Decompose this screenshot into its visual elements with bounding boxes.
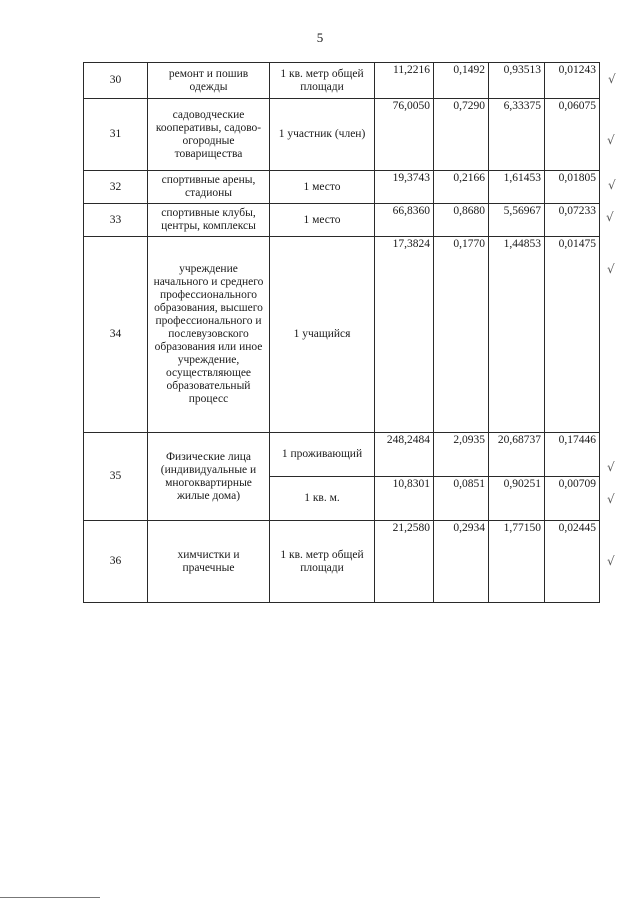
table-row	[84, 237, 600, 433]
value-cell: 6,33375	[489, 99, 545, 171]
value-cell: 0,00709	[545, 477, 600, 521]
value-cell: 1,61453	[489, 171, 545, 204]
value-cell: 0,2934	[434, 521, 489, 603]
value-cell: 0,07233	[545, 204, 600, 237]
category-name: спортивные клубы, центры, комплексы	[148, 204, 270, 237]
value-cell: 11,2216	[375, 63, 434, 99]
value-cell: 0,1492	[434, 63, 489, 99]
value-cell: 19,3743	[375, 171, 434, 204]
check-mark-icon: √	[608, 178, 616, 192]
value-cell: 76,0050	[375, 99, 434, 171]
value-cell: 1,44853	[489, 237, 545, 433]
value-cell: 0,1770	[434, 237, 489, 433]
unit-cell: 1 участник (член)	[270, 99, 375, 171]
unit-cell: 1 учащийся	[270, 237, 375, 433]
value-cell: 0,90251	[489, 477, 545, 521]
value-cell: 0,8680	[434, 204, 489, 237]
value-cell: 0,7290	[434, 99, 489, 171]
row-number: 30	[84, 63, 148, 99]
check-mark-icon: √	[607, 492, 615, 506]
value-cell: 21,2580	[375, 521, 434, 603]
table-row	[84, 171, 600, 204]
category-name: Физические лица (индивидуальные и многоквартирные жилые дома)	[148, 433, 270, 521]
category-name: химчистки и прачечные	[148, 521, 270, 603]
value-cell: 0,01805	[545, 171, 600, 204]
value-cell: 0,0851	[434, 477, 489, 521]
page-number: 5	[316, 30, 324, 45]
value-cell: 0,06075	[545, 99, 600, 171]
value-cell: 1,77150	[489, 521, 545, 603]
row-number: 34	[84, 237, 148, 433]
check-mark-icon: √	[607, 460, 615, 474]
value-cell: 248,2484	[375, 433, 434, 477]
unit-cell: 1 место	[270, 204, 375, 237]
unit-cell: 1 кв. метр общей площади	[270, 63, 375, 99]
value-cell: 0,01243	[545, 63, 600, 99]
tariff-table	[83, 62, 600, 603]
table-row	[84, 521, 600, 603]
category-name: садоводческие кооперативы, садово-огородные товарищества	[148, 99, 270, 171]
value-cell: 0,2166	[434, 171, 489, 204]
row-number: 31	[84, 99, 148, 171]
unit-cell: 1 проживающий	[270, 433, 375, 477]
value-cell: 0,02445	[545, 521, 600, 603]
value-cell: 20,68737	[489, 433, 545, 477]
check-mark-icon: √	[607, 554, 615, 568]
value-cell: 10,8301	[375, 477, 434, 521]
check-mark-icon: √	[607, 133, 615, 147]
check-mark-icon: √	[606, 210, 614, 224]
unit-cell: 1 место	[270, 171, 375, 204]
check-mark-icon: √	[608, 72, 616, 86]
value-cell: 5,56967	[489, 204, 545, 237]
table-row	[84, 204, 600, 237]
value-cell: 2,0935	[434, 433, 489, 477]
table-row	[84, 99, 600, 171]
unit-cell: 1 кв. метр общей площади	[270, 521, 375, 603]
table-row	[84, 63, 600, 99]
category-name: учреждение начального и среднего профессионального образования, высшего профессионального и послевузовского образования или иное учреждение, осуществляющее образовательный процесс	[148, 237, 270, 433]
row-number: 35	[84, 433, 148, 521]
check-mark-icon: √	[607, 262, 615, 276]
value-cell: 0,17446	[545, 433, 600, 477]
unit-cell: 1 кв. м.	[270, 477, 375, 521]
value-cell: 17,3824	[375, 237, 434, 433]
table-row	[84, 433, 600, 477]
category-name: ремонт и пошив одежды	[148, 63, 270, 99]
value-cell: 0,93513	[489, 63, 545, 99]
footer-rule	[0, 897, 100, 898]
value-cell: 0,01475	[545, 237, 600, 433]
row-number: 32	[84, 171, 148, 204]
row-number: 33	[84, 204, 148, 237]
value-cell: 66,8360	[375, 204, 434, 237]
row-number: 36	[84, 521, 148, 603]
category-name: спортивные арены, стадионы	[148, 171, 270, 204]
